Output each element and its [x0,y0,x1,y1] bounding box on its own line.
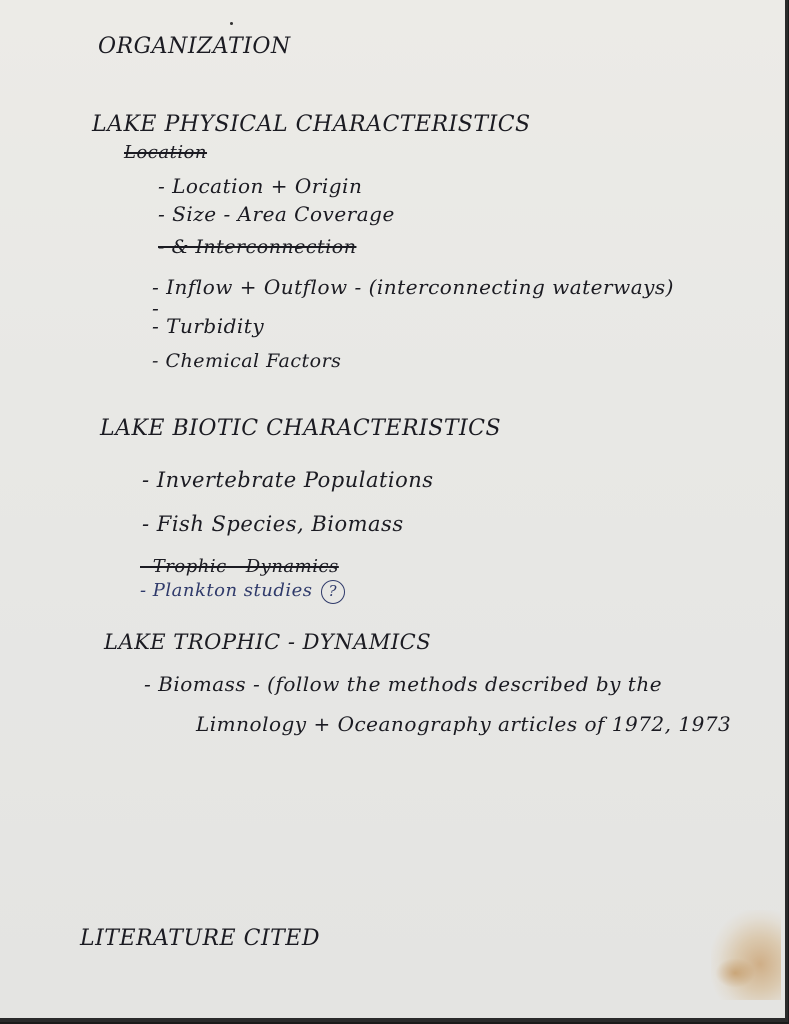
list-item: - Fish Species, Biomass [142,512,404,536]
section-heading-biotic: LAKE BIOTIC CHARACTERISTICS [100,416,502,441]
coffee-stain-core [715,958,755,988]
section-heading-trophic: LAKE TROPHIC - DYNAMICS [104,630,432,654]
list-item: - Turbidity [152,314,265,338]
list-item: - Size - Area Coverage [158,202,395,226]
pencil-list-item [140,580,345,604]
struck-subheading: Location [124,142,208,163]
list-item: - Invertebrate Populations [142,468,434,492]
pencil-item-text: - Plankton studies [140,580,313,601]
list-item: - Chemical Factors [152,350,342,372]
list-item-continuation: Limnology + Oceanography articles of 1972, 1973 [196,712,732,736]
list-item: - Location + Origin [158,174,363,198]
list-item: - & Interconnection [158,236,357,258]
list-item: - Inflow + Outflow - (interconnecting waterways) [152,275,674,299]
circled-question-mark: ? [321,580,345,604]
ink-dot [230,22,233,25]
list-item: - [152,296,160,320]
footer-heading: LITERATURE CITED [80,926,321,951]
section-heading-physical: LAKE PHYSICAL CHARACTERISTICS [92,112,531,137]
page-title: ORGANIZATION [98,34,291,59]
struck-list-item: - Trophic - Dynamics [140,556,339,577]
list-item: - Biomass - (follow the methods described by the [144,672,663,696]
